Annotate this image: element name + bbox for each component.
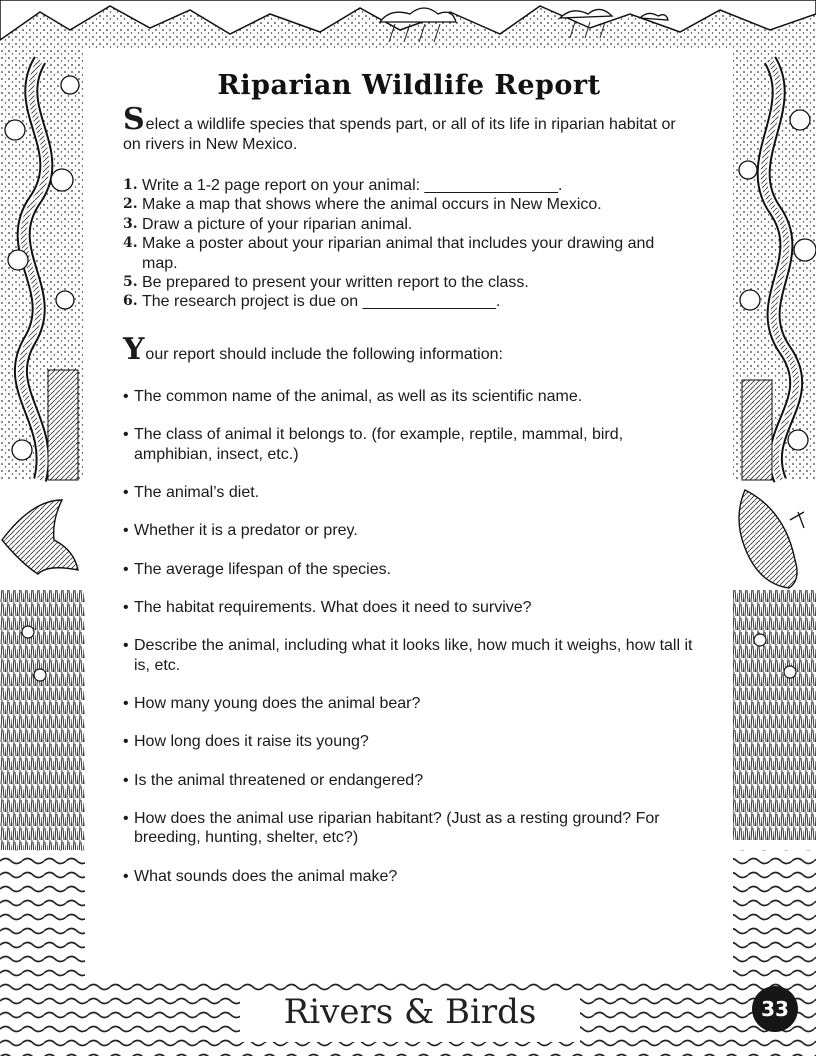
- book-title-footer: Rivers & Birds: [283, 992, 537, 1032]
- bullet-icon: •: [123, 598, 129, 616]
- task-item: [123, 176, 693, 195]
- intro-text: elect a wildlife species that spends part, or all of its life in riparian habitat or on rivers in New Mexico.: [123, 116, 676, 153]
- info-item-text: How does the animal use riparian habitant? (Just as a resting ground? For breeding, hunting, shelter, etc?): [134, 809, 660, 847]
- task-number: 4.: [123, 235, 138, 252]
- info-item-text: How long does it raise its young?: [134, 733, 369, 751]
- info-item-text: Whether it is a predator or prey.: [134, 522, 358, 540]
- info-item-text: The average lifespan of the species.: [134, 560, 392, 578]
- task-item: [123, 292, 693, 311]
- info-item-text: The common name of the animal, as well as its scientific name.: [134, 388, 583, 405]
- task-item: [123, 215, 693, 234]
- bullet-icon: •: [123, 637, 129, 655]
- info-item: [123, 694, 693, 714]
- bullet-icon: •: [123, 522, 129, 540]
- task-number: 3.: [123, 215, 138, 232]
- info-item: [123, 560, 693, 580]
- worksheet-panel: [85, 50, 733, 980]
- bullet-icon: •: [123, 809, 129, 827]
- task-item: [123, 273, 693, 292]
- task-text: Make a poster about your riparian animal that includes your drawing and map.: [142, 235, 655, 272]
- task-text: Write a 1-2 page report on your animal: _______________.: [142, 177, 563, 194]
- task-text: Make a map that shows where the animal occurs in New Mexico.: [142, 196, 602, 214]
- info-item-text: Is the animal threatened or endangered?: [134, 771, 424, 789]
- bullet-icon: •: [123, 388, 129, 405]
- info-item-text: Describe the animal, including what it looks like, how much it weighs, how tall it is, etc.: [134, 637, 693, 674]
- task-item: [123, 234, 693, 273]
- bullet-icon: •: [123, 695, 129, 713]
- info-item: [123, 598, 693, 618]
- intro-paragraph: [123, 102, 693, 154]
- bullet-icon: •: [123, 560, 129, 578]
- bullet-icon: •: [123, 771, 129, 789]
- info-intro-paragraph: [123, 332, 693, 367]
- bullet-icon: •: [123, 733, 129, 751]
- intro-dropcap: S: [123, 102, 145, 137]
- info-item: [123, 483, 693, 503]
- page-title: Riparian Wildlife Report: [217, 70, 601, 101]
- bullet-icon: •: [123, 484, 129, 502]
- bullet-icon: •: [123, 867, 129, 885]
- task-number: 2.: [123, 196, 138, 213]
- info-item: [123, 521, 693, 541]
- info-item-text: What sounds does the animal make?: [134, 867, 398, 885]
- info-list: [123, 387, 693, 905]
- task-number: 6.: [123, 293, 138, 310]
- info-item: [123, 387, 693, 407]
- task-number: 1.: [123, 177, 138, 193]
- info-item-text: The class of animal it belongs to. (for example, reptile, mammal, bird, amphibian, insect, etc.): [134, 426, 624, 463]
- info-intro-text: our report should include the following information:: [145, 346, 503, 363]
- info-item: [123, 636, 693, 675]
- info-item: [123, 771, 693, 791]
- task-text: Be prepared to present your written report to the class.: [142, 274, 529, 292]
- page-number-badge: 33: [752, 986, 798, 1032]
- bullet-icon: •: [123, 426, 129, 444]
- task-list: [123, 176, 693, 312]
- info-item-text: The habitat requirements. What does it need to survive?: [134, 598, 532, 616]
- task-text: The research project is due on _______________.: [142, 293, 501, 311]
- task-item: [123, 195, 693, 214]
- info-intro-dropcap: Y: [123, 332, 145, 367]
- task-number: 5.: [123, 274, 138, 291]
- task-text: Draw a picture of your riparian animal.: [142, 215, 413, 233]
- info-item: [123, 867, 693, 887]
- info-item: [123, 809, 693, 848]
- info-item-text: How many young does the animal bear?: [134, 695, 421, 713]
- info-item-text: The animal’s diet.: [134, 484, 260, 502]
- info-item: [123, 732, 693, 752]
- info-item: [123, 425, 693, 464]
